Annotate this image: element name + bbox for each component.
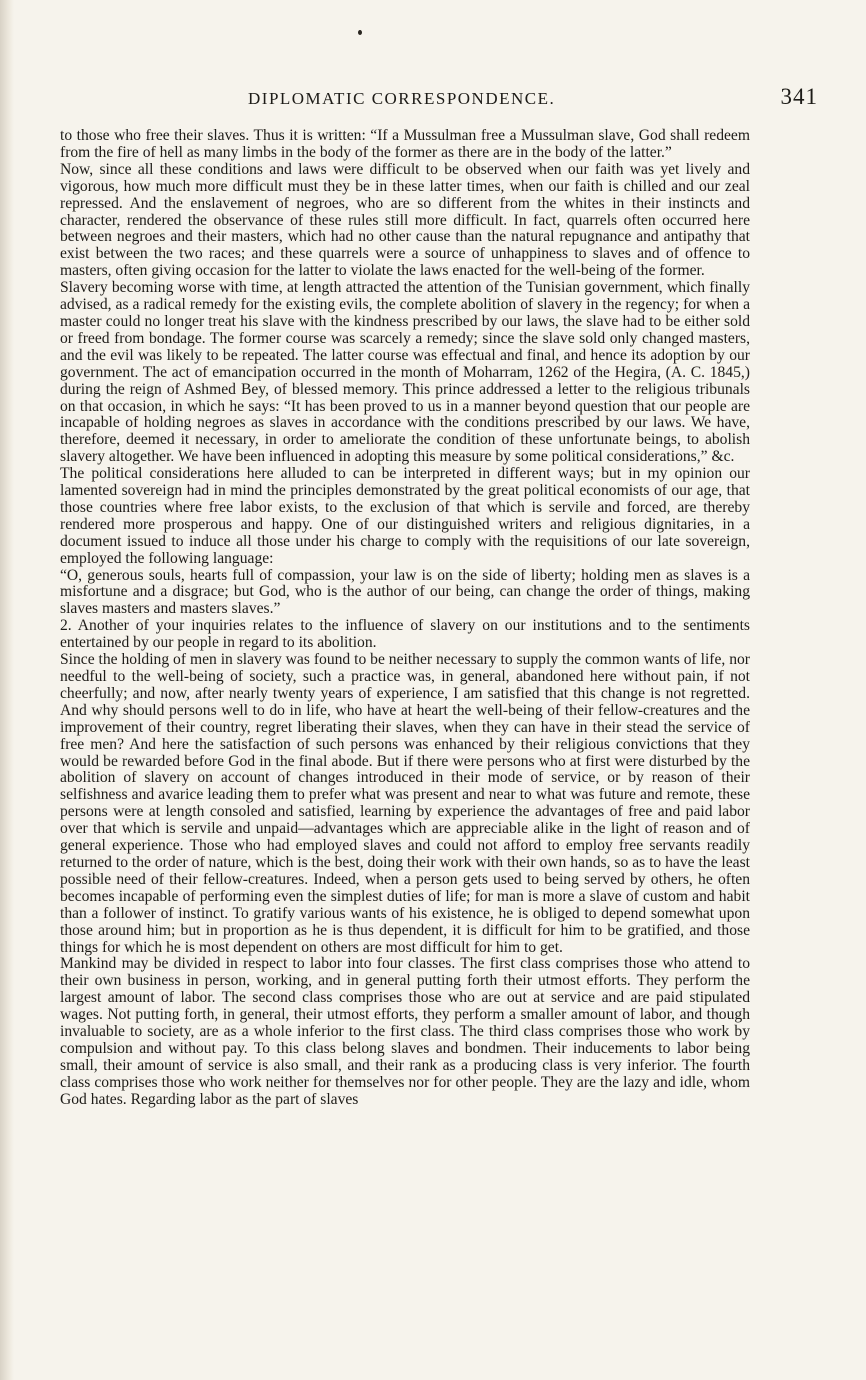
binding-edge [0, 0, 14, 1380]
paragraph-continuation: to those who free their slaves. Thus it is written: “If a Mussulman free a Mussulman slave, God shall redeem from the fire of hell as many limbs in the body of the former as there are in the body of the latter.” [60, 127, 750, 161]
paragraph-conditions: Now, since all these conditions and laws were difficult to be observed when our faith was yet lively and vigorous, how much more difficult must they be in these latter times, when our faith is chilled and our zeal repressed. And the enslavement of negroes, who are so different from the whites in their instincts and character, rendered the observance of these rules still more difficult. In fact, quarrels often occurred here between negroes and their masters, which had no other cause than the natural repugnance and antipathy that exist between the two races; and these quarrels were a source of unhappiness to slaves and of offence to masters, often giving occasion for the latter to violate the laws enacted for the well-being of the former. [60, 160, 750, 280]
paragraph-second-inquiry: 2. Another of your inquiries relates to the influence of slavery on our institutions and to the sentiments entertained by our people in regard to its abolition. [60, 617, 750, 652]
page-number: 341 [780, 84, 818, 109]
paragraph-emancipation: Slavery becoming worse with time, at length attracted the attention of the Tunisian government, which finally advised, as a radical remedy for the existing evils, the complete abolition of slavery in the regency; for when a master could no longer treat his slave with the kindness prescribed by our laws, the slave had to be either sold or freed from bondage. The former course was scarcely a remedy; since the slave sold only changed masters, and the evil was likely to be repeated. The latter course was effectual and final, and hence its adoption by our government. The act of emancipation occurred in the month of Moharram, 1262 of the Hegira, (A. C. 1845,) during the reign of Ashmed Bey, of blessed memory. This prince addressed a letter to the religious tribunals on that occasion, in which he says: “It has been proved to us in a manner beyond question that our people are incapable of holding negroes as slaves in accordance with the conditions prescribed by our laws. We have, therefore, deemed it necessary, in order to ameliorate the condition of these unfortunate beings, to abolish slavery altogether. We have been influenced in adopting this measure by some political considerations,” &c. [60, 279, 750, 466]
ink-speck [358, 30, 362, 35]
paragraph-labor-classes: Mankind may be divided in respect to labor into four classes. The first class comprises those who attend to their own business in person, working, and in general putting forth their utmost efforts. They perform the largest amount of labor. The second class comprises those who are out at service and are paid stipulated wages. Not putting forth, in general, their utmost efforts, they perform a smaller amount of labor, and though invaluable to society, are as a whole inferior to the first class. The third class comprises those who work by compulsion and without pay. To this class belong slaves and bondmen. Their inducements to labor being small, their amount of service is also small, and their rank as a producing class is very inferior. The fourth class comprises those who work neither for themselves nor for other people. They are the lazy and idle, whom God hates. Regarding labor as the part of slaves [60, 955, 750, 1108]
paragraph-political-considerations: The political considerations here alluded to can be interpreted in different ways; but in my opinion our lamented sovereign had in mind the principles demonstrated by the great political economists of our age, that those countries where free labor exists, to the exclusion of that which is servile and forced, are thereby rendered more prosperous and happy. One of our distinguished writers and religious dignitaries, in a document issued to induce all those under his charge to comply with the requisitions of our late sovereign, employed the following language: [60, 465, 750, 567]
running-head [60, 84, 818, 114]
running-title: DIPLOMATIC CORRESPONDENCE. [248, 89, 556, 108]
paragraph-quotation: “O, generous souls, hearts full of compassion, your law is on the side of liberty; holding men as slaves is a misfortune and a disgrace; but God, who is the author of our being, can change the order of things, making slaves masters and masters slaves.” [60, 566, 750, 618]
paragraph-abolition-sentiment: Since the holding of men in slavery was found to be neither necessary to supply the common wants of life, nor needful to the well-being of society, such a practice was, in general, abandoned here without pain, if not cheerfully; and now, after nearly twenty years of experience, I am satisfied that this change is not regretted. And why should persons well to do in life, who have at heart the well-being of their fellow-creatures and the improvement of their country, regret liberating their slaves, when they can have in their stead the service of free men? And here the satisfaction of such persons was enhanced by their religious convictions that they would be rewarded before God in the final abode. But if there were persons who at first were disturbed by the abolition of slavery on account of changes introduced in their mode of service, or by reason of their selfishness and avarice leading them to prefer what was present and near to what was future and remote, these persons were at length consoled and satisfied, learning by experience the advantages of free and paid labor over that which is servile and unpaid—advantages which are appreciable alike in the light of reason and of general experience. Those who had employed slaves and could not afford to employ free servants readily returned to the order of nature, which is the best, doing their work with their own hands, so as to have the least possible need of their fellow-creatures. Indeed, when a person gets used to being served by others, he often becomes incapable of performing even the simplest duties of life; for man is more a slave of custom and habit than a follower of instinct. To gratify various wants of his existence, he is obliged to depend somewhat upon those around him; but in proportion as he is thus dependent, it is difficult for him to be gratified, and those things for which he is most dependent on others are most difficult for him to get. [60, 651, 750, 956]
body-text [60, 128, 750, 1109]
